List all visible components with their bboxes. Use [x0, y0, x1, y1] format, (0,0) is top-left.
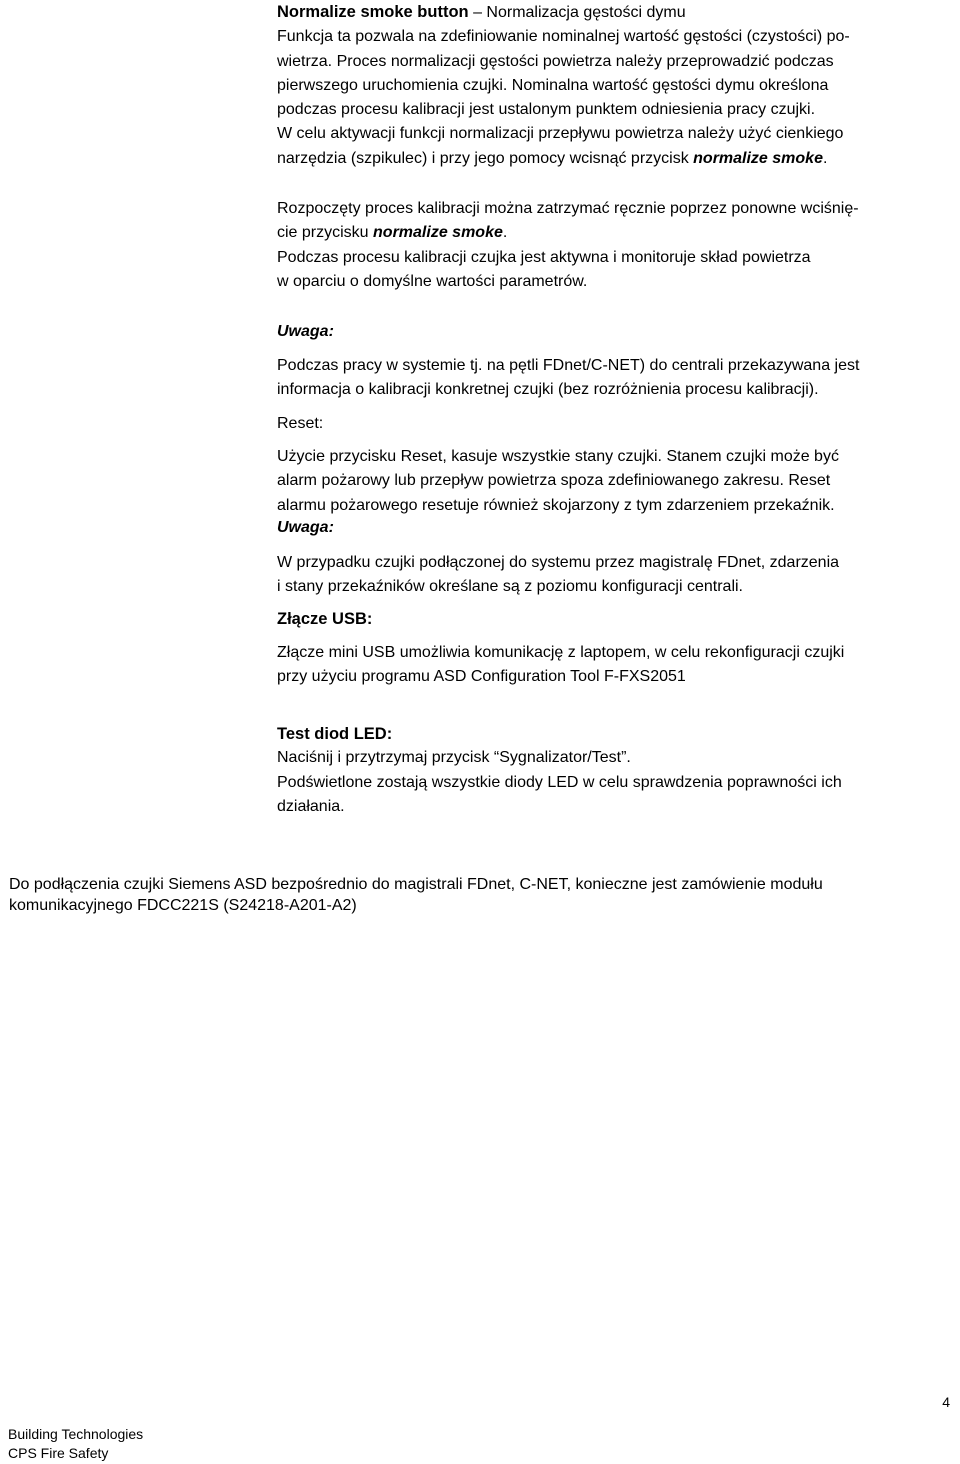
paragraph-line: W przypadku czujki podłączonej do systemu przez magistralę FDnet, zdarzenia [277, 554, 840, 571]
paragraph-line: Podczas pracy w systemie tj. na pętli FDnet/C-NET) do centrali przekazywana jest [277, 357, 860, 374]
paragraph-line: alarmu pożarowego resetuje również skojarzony z tym zdarzeniem przekaźnik. [277, 496, 835, 514]
reset-heading: Reset: [277, 415, 324, 432]
paragraph-line: w oparciu o domyślne wartości parametrów. [277, 272, 588, 290]
paragraph-line: alarm pożarowy lub przepływ powietrza spoza zdefiniowanego zakresu. Reset [277, 472, 831, 490]
calibration-stop-section [277, 197, 947, 294]
line-text: cie przycisku [277, 224, 374, 242]
reset-body [277, 445, 947, 518]
paragraph-line: Rozpoczęty proces kalibracji można zatrzymać ręcznie poprzez ponowne wciśnię- [277, 200, 859, 217]
footer [8, 1425, 143, 1463]
line-end: . [822, 149, 828, 167]
paragraph-line: Podświetlone zostają wszystkie diody LED w celu sprawdzenia poprawności ich [277, 773, 842, 791]
paragraph-line [277, 221, 947, 245]
paragraph-line: i stany przekaźników określane są z poziomu konfiguracji centrali. [277, 578, 743, 596]
line-end: . [502, 224, 508, 242]
line-text: narzędzia (szpikulec) i przy jego pomocy wcisnąć przycisk [277, 149, 694, 167]
paragraph-line: podczas procesu kalibracji jest ustalonym punktem odniesienia pracy czujki. [277, 101, 816, 119]
heading-bold: Normalize smoke button [277, 3, 469, 21]
led-test-heading: Test diod LED: [277, 725, 393, 743]
paragraph-line: W celu aktywacji funkcji normalizacji przepływu powietrza należy użyć cienkiego [277, 125, 844, 143]
paragraph-line: Funkcja ta pozwala na zdefiniowanie nominalnej wartość gęstości (czystości) po- [277, 28, 850, 46]
emphasis-normalize-smoke: normalize smoke [373, 224, 503, 242]
usb-heading: Złącze USB: [277, 610, 373, 628]
usb-title [277, 607, 947, 631]
footer-division: CPS Fire Safety [8, 1445, 109, 1461]
reset-title [277, 412, 947, 436]
paragraph-line: Podczas procesu kalibracji czujka jest aktywna i monitoruje skład powietrza [277, 248, 811, 266]
led-test-section [277, 722, 947, 819]
footer-company: Building Technologies [8, 1426, 144, 1442]
paragraph-line: działania. [277, 797, 345, 815]
section-heading [277, 0, 947, 25]
footnote-line: Do podłączenia czujki Siemens ASD bezpośrednio do magistrali FDnet, C-NET, konieczne jest zamówienie modułu [9, 876, 823, 893]
note-heading: Uwaga: [277, 519, 334, 536]
paragraph-line: Naciśnij i przytrzymaj przycisk “Sygnalizator/Test”. [277, 749, 631, 767]
emphasis-normalize-smoke: normalize smoke [693, 149, 823, 167]
note-title [277, 516, 947, 540]
page-number: 4 [942, 1394, 950, 1410]
paragraph-line: pierwszego uruchomienia czujki. Nominalna wartość gęstości dymu określona [277, 76, 829, 94]
paragraph-line: wietrza. Proces normalizacji gęstości powietrza należy przeprowadzić podczas [277, 52, 834, 70]
paragraph-line: Złącze mini USB umożliwia komunikację z laptopem, w celu rekonfiguracji czujki [277, 644, 845, 661]
normalize-smoke-section [277, 0, 947, 171]
paragraph-line: informacja o kalibracji konkretnej czujki (bez rozróżnienia procesu kalibracji). [277, 381, 819, 399]
paragraph-line: Użycie przycisku Reset, kasuje wszystkie stany czujki. Stanem czujki może być [277, 448, 839, 465]
paragraph-line [277, 147, 947, 171]
note-title [277, 320, 947, 344]
note-body [277, 551, 947, 600]
paragraph-line: przy użyciu programu ASD Configuration Tool F-FXS2051 [277, 668, 686, 686]
heading-rest: – Normalizacja gęstości dymu [468, 4, 686, 21]
note-body [277, 354, 947, 403]
footnote-line: komunikacyjnego FDCC221S (S24218-A201-A2) [9, 897, 357, 914]
note-heading: Uwaga: [277, 323, 334, 340]
footnote [9, 874, 949, 916]
usb-body [277, 641, 947, 690]
